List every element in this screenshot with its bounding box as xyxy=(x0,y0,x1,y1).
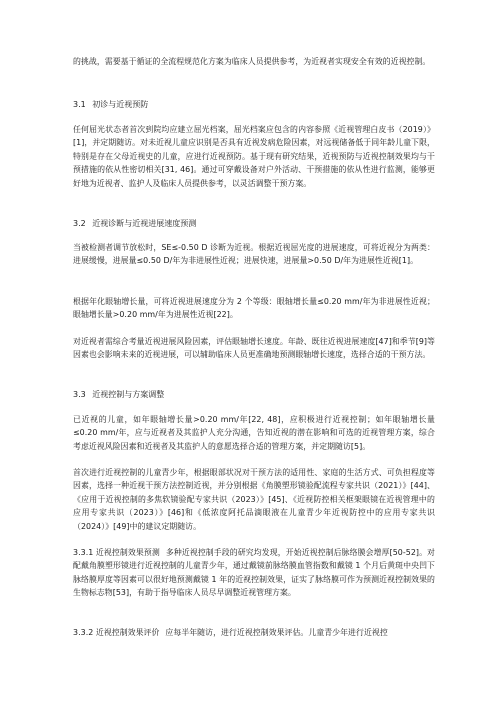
paragraph-3-3-b: 首次进行近视控制的儿童青少年，根据眼部状况对干预方法的适用性、家庭的生活方式、可负担程度等因素，选择一种近视干预方法控制近视，并分别根据《角膜塑形镜验配流程专家共识（2021）》[44]、《应用于近视控制的多焦软镜验配专家共识（2023）》[45]、《近视防控相关框架眼镜在近视管理中的应用专家共识（2023）》[46]和《低浓度阿托品滴眼液在儿童青少年近视防控中的应用专家共识（2024）》[49]中的建议定期随访。 xyxy=(73,468,435,531)
intro-paragraph: 的挑战，需要基于循证的全流程规范化方案为临床人员提供参考，为近视者实现安全有效的近视控制。 xyxy=(73,57,431,66)
section-number: 3.2 xyxy=(73,219,86,228)
section-number: 3.1 xyxy=(73,100,86,109)
section-number: 3.3 xyxy=(73,390,86,399)
paragraph-3-3-a: 已近视的儿童，如年眼轴增长量>0.20 mm/年[22, 48]，应积极进行近视控制；如年眼轴增长量≤0.20 mm/年，应与近视者及其监护人充分沟通，告知近视的潜在影响和可选的近视管理方案，综合考虑近视风险因素和近视者及其监护人的意愿选择合适的管理方案，并定期随访[5]。 xyxy=(73,415,435,451)
subsection-text: 多种近视控制手段的研究均发现，开始近视控制后脉络膜会增厚[50-52]。对配戴角膜塑形镜进行近视控制的儿童青少年，通过戴镜前脉络膜血管指数和戴镜 1 个月后黄斑中央凹下脉络膜厚度等因素可以很好地预测戴镜 1 年的近视控制效果，证实了脉络膜可作为预测近视控制效果的生物标志物[53]，有助于指导临床人员尽早调整近视管理方案。 xyxy=(73,548,435,598)
section-title: 近视控制与方案调整 xyxy=(92,390,165,399)
section-heading-3-3 xyxy=(73,388,435,401)
subsection-label: 3.3.2 近视控制效果评价 xyxy=(73,628,160,637)
subsection-label: 3.3.1 近视控制效果预测 xyxy=(73,548,160,557)
section-title: 近视诊断与近视进展速度预测 xyxy=(92,219,197,228)
section-heading-3-2 xyxy=(73,217,435,230)
paragraph-3-3-1 xyxy=(73,546,435,600)
section-title: 初诊与近视预防 xyxy=(92,100,149,109)
paragraph-3-3-2 xyxy=(73,626,435,639)
subsection-text: 应每半年随访，进行近视控制效果评估。儿童青少年进行近视控 xyxy=(165,628,388,637)
paragraph-3-2-b: 根据年化眼轴增长量，可将近视进展速度分为 2 个等级：眼轴增长量≤0.20 mm/年为非进展性近视；眼轴增长量>0.20 mm/年为进展性近视[22]。 xyxy=(73,297,435,320)
paragraph-3-1: 任何屈光状态者首次到院均应建立屈光档案，屈光档案应包含的内容参照《近视管理白皮书（2019）》[1]，并定期随访。对未近视儿童应识别是否具有近视发病危险因素，对远视储备低于同年龄儿童下限，特别是存在父母近视史的儿童，应进行近视预防。基于现有研究结果，近视预防与近视控制效果均与干预措施的依从性密切相关[31, 46]。通过可穿戴设备对户外活动、干预措施的依从性进行监测，能够更好地为近视者、监护人及临床人员提供参考，以灵活调整干预方案。 xyxy=(73,125,435,188)
section-heading-3-1 xyxy=(73,98,435,111)
paragraph-3-2-a: 当被检测者调节放松时，SE≤-0.50 D 诊断为近视。根据近视屈光度的进展速度，可将近视分为两类：进展缓慢，进展量≤0.50 D/年为非进展性近视；进展快速，进展量>0.50 D/年为进展性近视[1]。 xyxy=(73,243,435,266)
paragraph-3-2-c: 对近视者需综合考量近视进展风险因素，评估眼轴增长速度。年龄、既往近视进展速度[47]和季节[9]等因素也会影响未来的近视进展，可以辅助临床人员更准确地预测眼轴增长速度，选择合适的干预方法。 xyxy=(73,337,435,360)
